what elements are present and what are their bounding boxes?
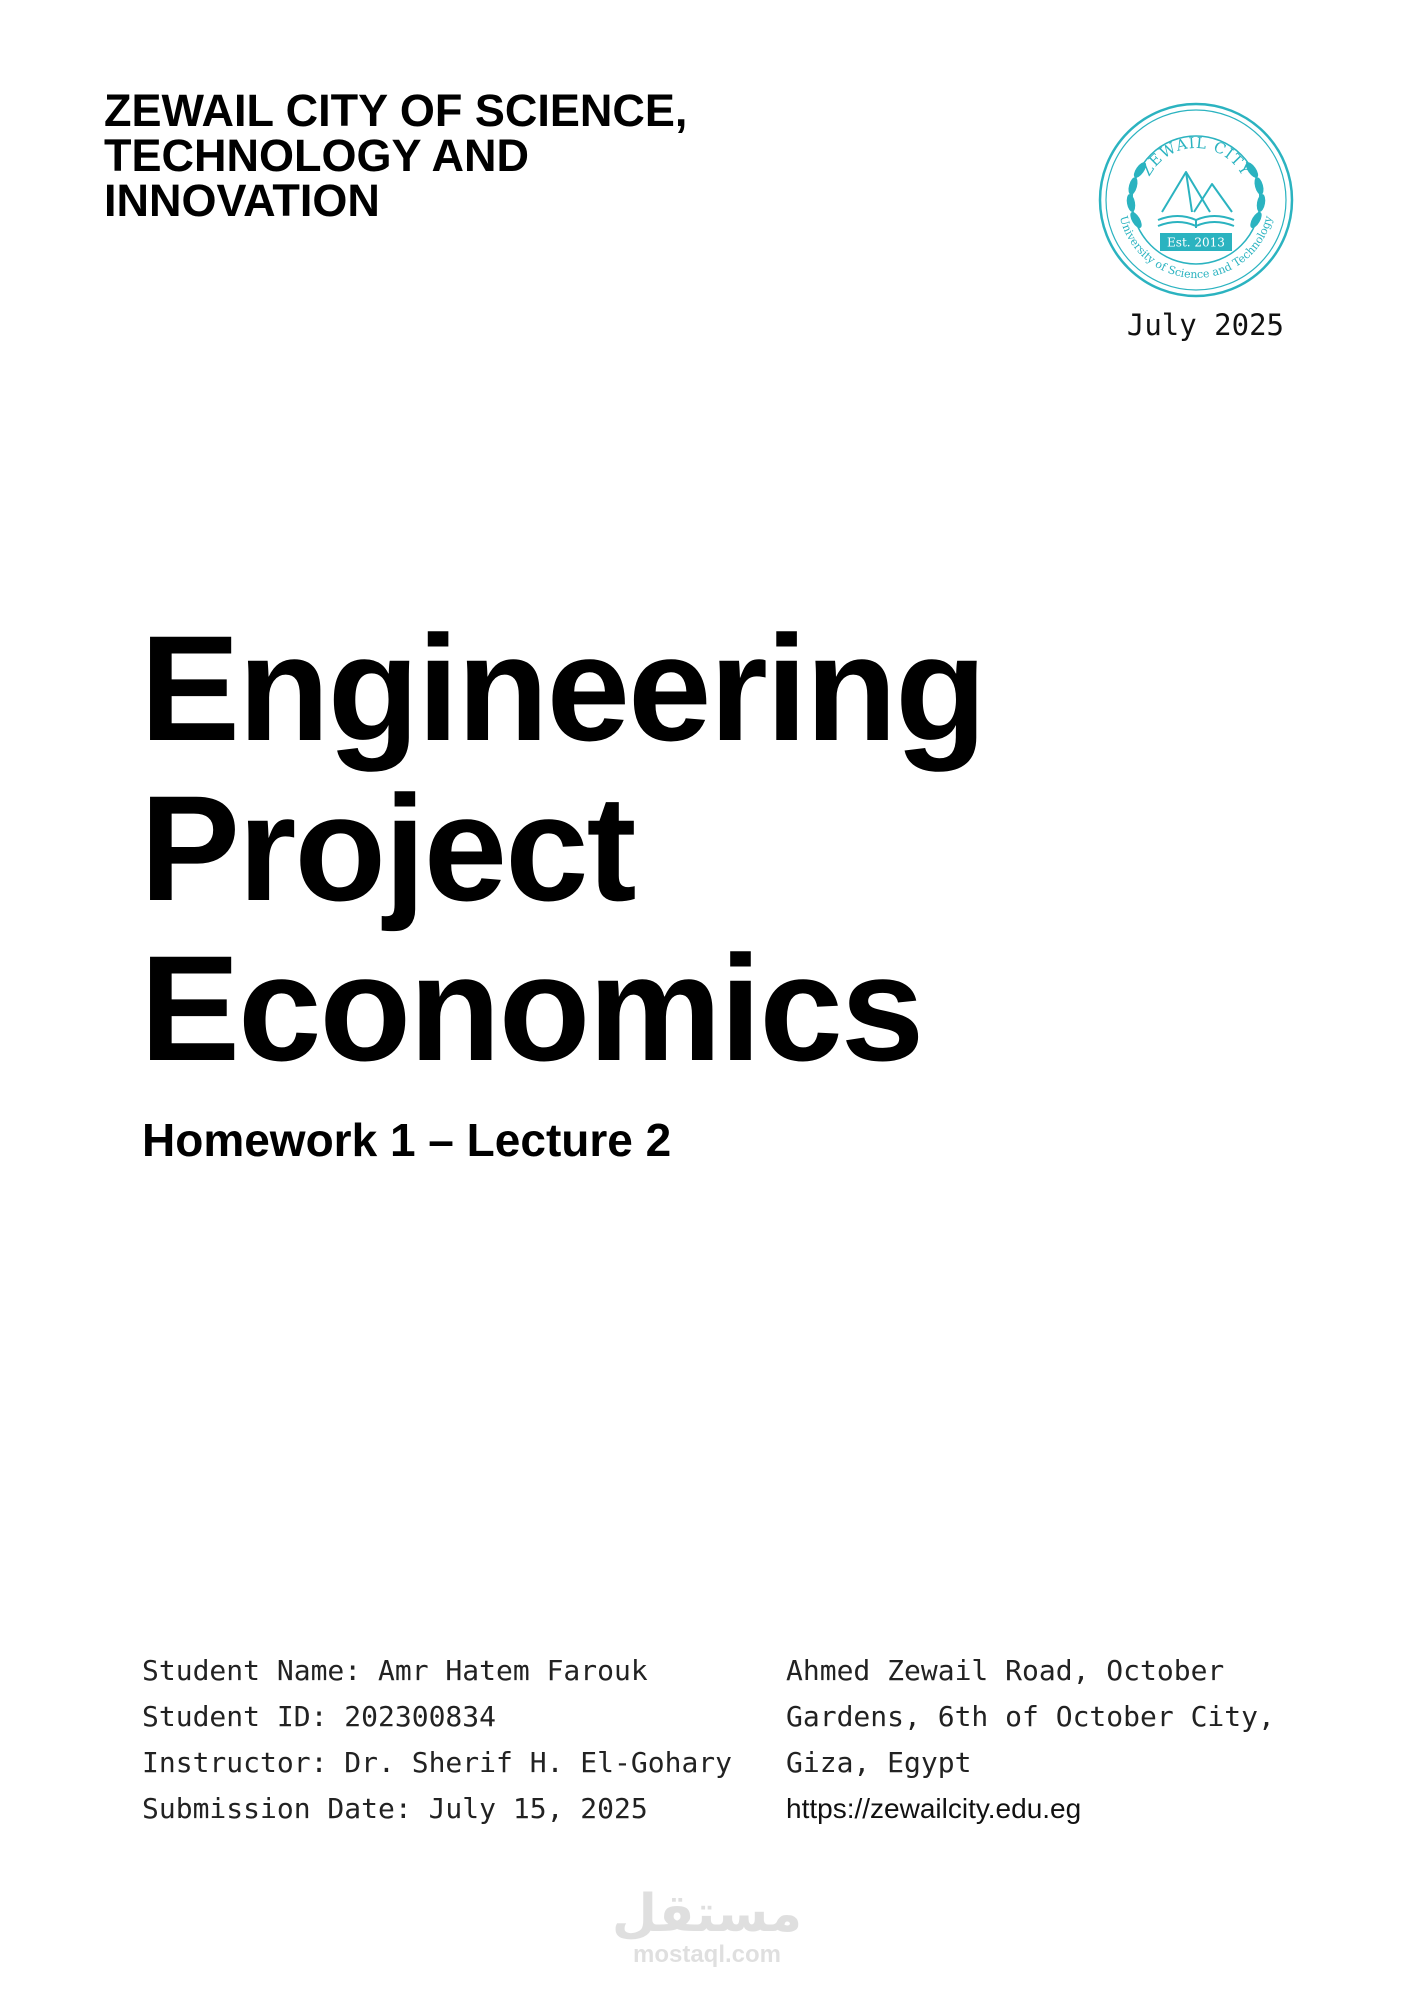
address-line-3: Giza, Egypt [786,1746,972,1779]
address-line-1: Ahmed Zewail Road, October [786,1654,1225,1687]
institution-line-3: INNOVATION [104,175,380,226]
institution-line-2: TECHNOLOGY AND [104,130,530,181]
student-id: Student ID: 202300834 [142,1700,497,1733]
address-line-2: Gardens, 6th of October City, [786,1700,1275,1733]
instructor-name: Instructor: Dr. Sherif H. El-Gohary [142,1746,733,1779]
seal-est-text: Est. 2013 [1167,235,1225,250]
watermark [600,1886,814,1968]
seal-top-text: ZEWAIL CITY [1137,133,1255,180]
seal-bottom-text: University of Science and Technology [1116,214,1276,282]
watermark-url: mostaql.com [632,1941,782,1968]
title-line-2: Project [140,764,635,932]
pyramids-icon [1162,172,1232,212]
student-info-block [142,1648,732,1832]
watermark-logo-text: مستقل [611,1884,803,1944]
title-line-1: Engineering [140,604,985,772]
document-subtitle: Homework 1 – Lecture 2 [142,1114,672,1166]
student-name: Student Name: Amr Hatem Farouk [142,1654,648,1687]
title-line-3: Economics [140,924,923,1092]
website-link[interactable]: https://zewailcity.edu.eg [786,1793,1082,1824]
open-book-icon [1158,216,1234,228]
submission-date: Submission Date: July 15, 2025 [142,1792,648,1825]
svg-text:ZEWAIL CITY [1137,134,1255,179]
institution-line-1: ZEWAIL CITY OF SCIENCE, [104,85,688,136]
address-block [786,1648,1275,1832]
institution-name [104,85,744,226]
document-date: July 2025 [1126,308,1284,342]
document-title [140,604,985,1092]
university-seal-logo [1096,100,1296,300]
